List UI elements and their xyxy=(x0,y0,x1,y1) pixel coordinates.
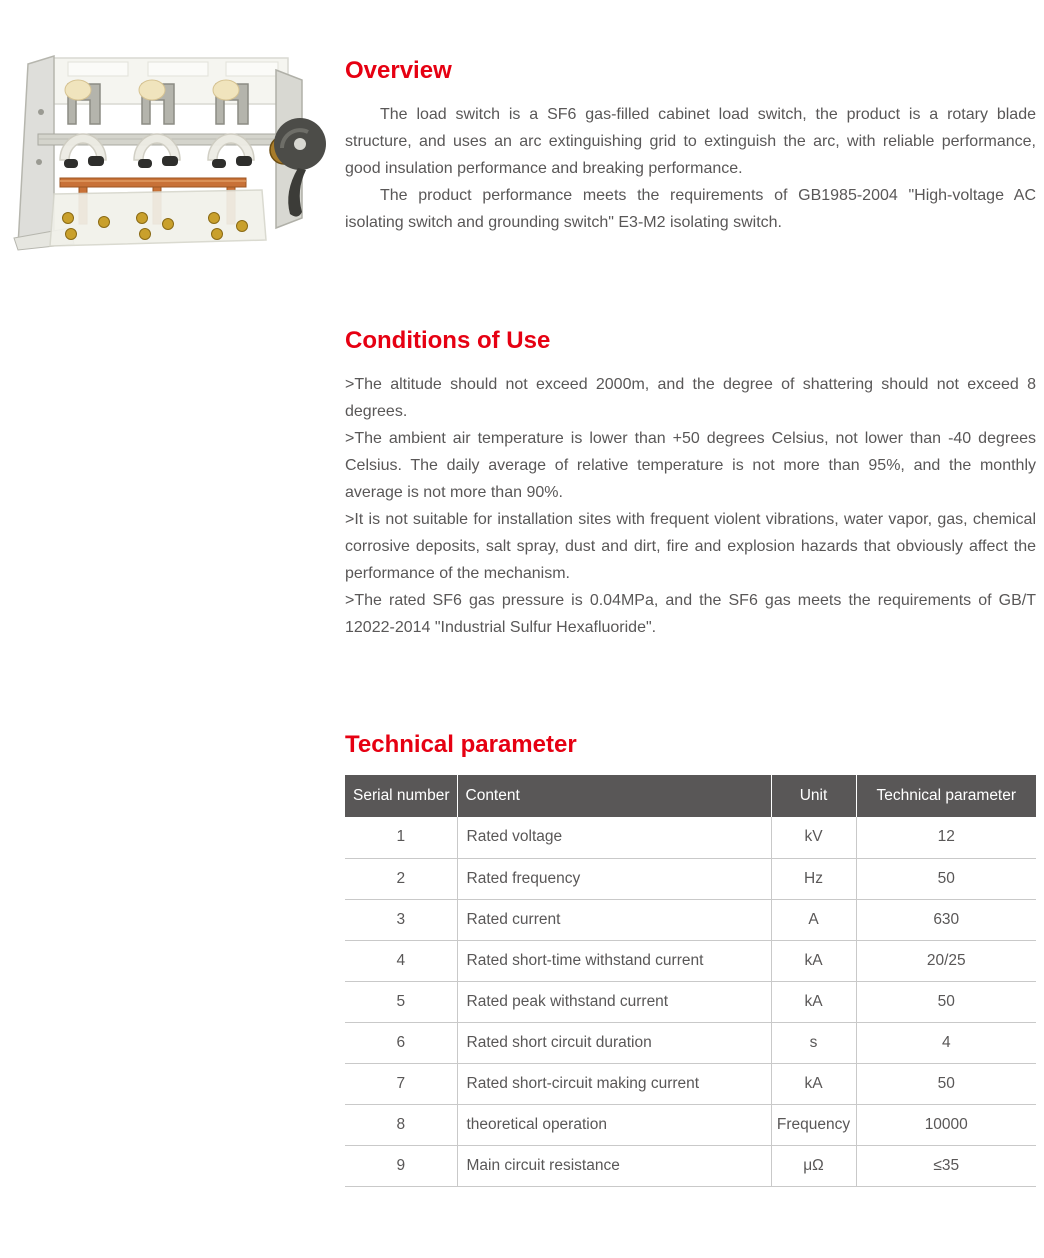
table-cell: 50 xyxy=(856,858,1036,899)
table-cell: Rated short-time withstand current xyxy=(457,940,771,981)
technical-parameter-table xyxy=(345,775,1036,1187)
table-row xyxy=(345,1022,1036,1063)
table-cell: 3 xyxy=(345,899,457,940)
table-cell: Hz xyxy=(771,858,856,899)
overview-section xyxy=(345,56,1036,236)
table-cell: Rated short circuit duration xyxy=(457,1022,771,1063)
header-technical-parameter: Technical parameter xyxy=(856,775,1036,817)
table-cell: 4 xyxy=(345,940,457,981)
load-switch-illustration xyxy=(8,42,338,264)
table-row xyxy=(345,858,1036,899)
technical-table-body xyxy=(345,817,1036,1186)
table-cell: ≤35 xyxy=(856,1145,1036,1186)
table-cell: 50 xyxy=(856,1063,1036,1104)
table-cell: kA xyxy=(771,1063,856,1104)
table-cell: kV xyxy=(771,817,856,858)
table-row xyxy=(345,817,1036,858)
table-cell: Rated frequency xyxy=(457,858,771,899)
table-cell: μΩ xyxy=(771,1145,856,1186)
condition-item: >The rated SF6 gas pressure is 0.04MPa, and the SF6 gas meets the requirements of GB/T 12022-2014 "Industrial Sulfur Hexafluoride". xyxy=(345,592,1036,636)
condition-item: >The altitude should not exceed 2000m, and the degree of shattering should not exceed 8 degrees. xyxy=(345,376,1036,420)
condition-item: >It is not suitable for installation sites with frequent violent vibrations, water vapor, gas, chemical corrosive deposits, salt spray, dust and dirt, fire and explosion hazards that obviously affect the performance of the mechanism. xyxy=(345,511,1036,582)
table-cell: Main circuit resistance xyxy=(457,1145,771,1186)
table-cell: kA xyxy=(771,940,856,981)
table-cell: 50 xyxy=(856,981,1036,1022)
table-header-row xyxy=(345,775,1036,817)
table-cell: A xyxy=(771,899,856,940)
table-row xyxy=(345,1145,1036,1186)
table-cell: Rated voltage xyxy=(457,817,771,858)
table-cell: Rated peak withstand current xyxy=(457,981,771,1022)
table-cell: s xyxy=(771,1022,856,1063)
product-image xyxy=(8,42,338,264)
table-row xyxy=(345,981,1036,1022)
table-cell: Frequency xyxy=(771,1104,856,1145)
table-cell: Rated current xyxy=(457,899,771,940)
conditions-title: Conditions of Use xyxy=(345,327,551,354)
table-cell: 8 xyxy=(345,1104,457,1145)
table-row xyxy=(345,1063,1036,1104)
table-cell: 10000 xyxy=(856,1104,1036,1145)
header-content: Content xyxy=(457,775,771,817)
table-row xyxy=(345,940,1036,981)
technical-section xyxy=(345,730,1036,1187)
technical-title: Technical parameter xyxy=(345,731,577,758)
table-cell: 1 xyxy=(345,817,457,858)
overview-title: Overview xyxy=(345,57,452,84)
table-cell: 9 xyxy=(345,1145,457,1186)
table-cell: 4 xyxy=(856,1022,1036,1063)
table-cell: Rated short-circuit making current xyxy=(457,1063,771,1104)
header-unit: Unit xyxy=(771,775,856,817)
table-cell: 7 xyxy=(345,1063,457,1104)
table-cell: 630 xyxy=(856,899,1036,940)
overview-paragraph: The load switch is a SF6 gas-filled cabinet load switch, the product is a rotary blade structure, and uses an arc extinguishing grid to extinguish the arc, with reliable performance, good insulation performance and breaking performance. xyxy=(345,106,1036,177)
table-cell: 5 xyxy=(345,981,457,1022)
table-cell: 6 xyxy=(345,1022,457,1063)
table-row xyxy=(345,1104,1036,1145)
table-cell: theoretical operation xyxy=(457,1104,771,1145)
overview-paragraph: The product performance meets the requirements of GB1985-2004 "High-voltage AC isolating switch and grounding switch" E3-M2 isolating switch. xyxy=(345,187,1036,231)
header-serial-number: Serial number xyxy=(345,775,457,817)
condition-item: >The ambient air temperature is lower than +50 degrees Celsius, not lower than -40 degrees Celsius. The daily average of relative temperature is not more than 95%, and the monthly average is not more than 90%. xyxy=(345,430,1036,501)
table-cell: 12 xyxy=(856,817,1036,858)
table-row xyxy=(345,899,1036,940)
table-cell: 20/25 xyxy=(856,940,1036,981)
conditions-section xyxy=(345,326,1036,641)
table-cell: 2 xyxy=(345,858,457,899)
table-cell: kA xyxy=(771,981,856,1022)
